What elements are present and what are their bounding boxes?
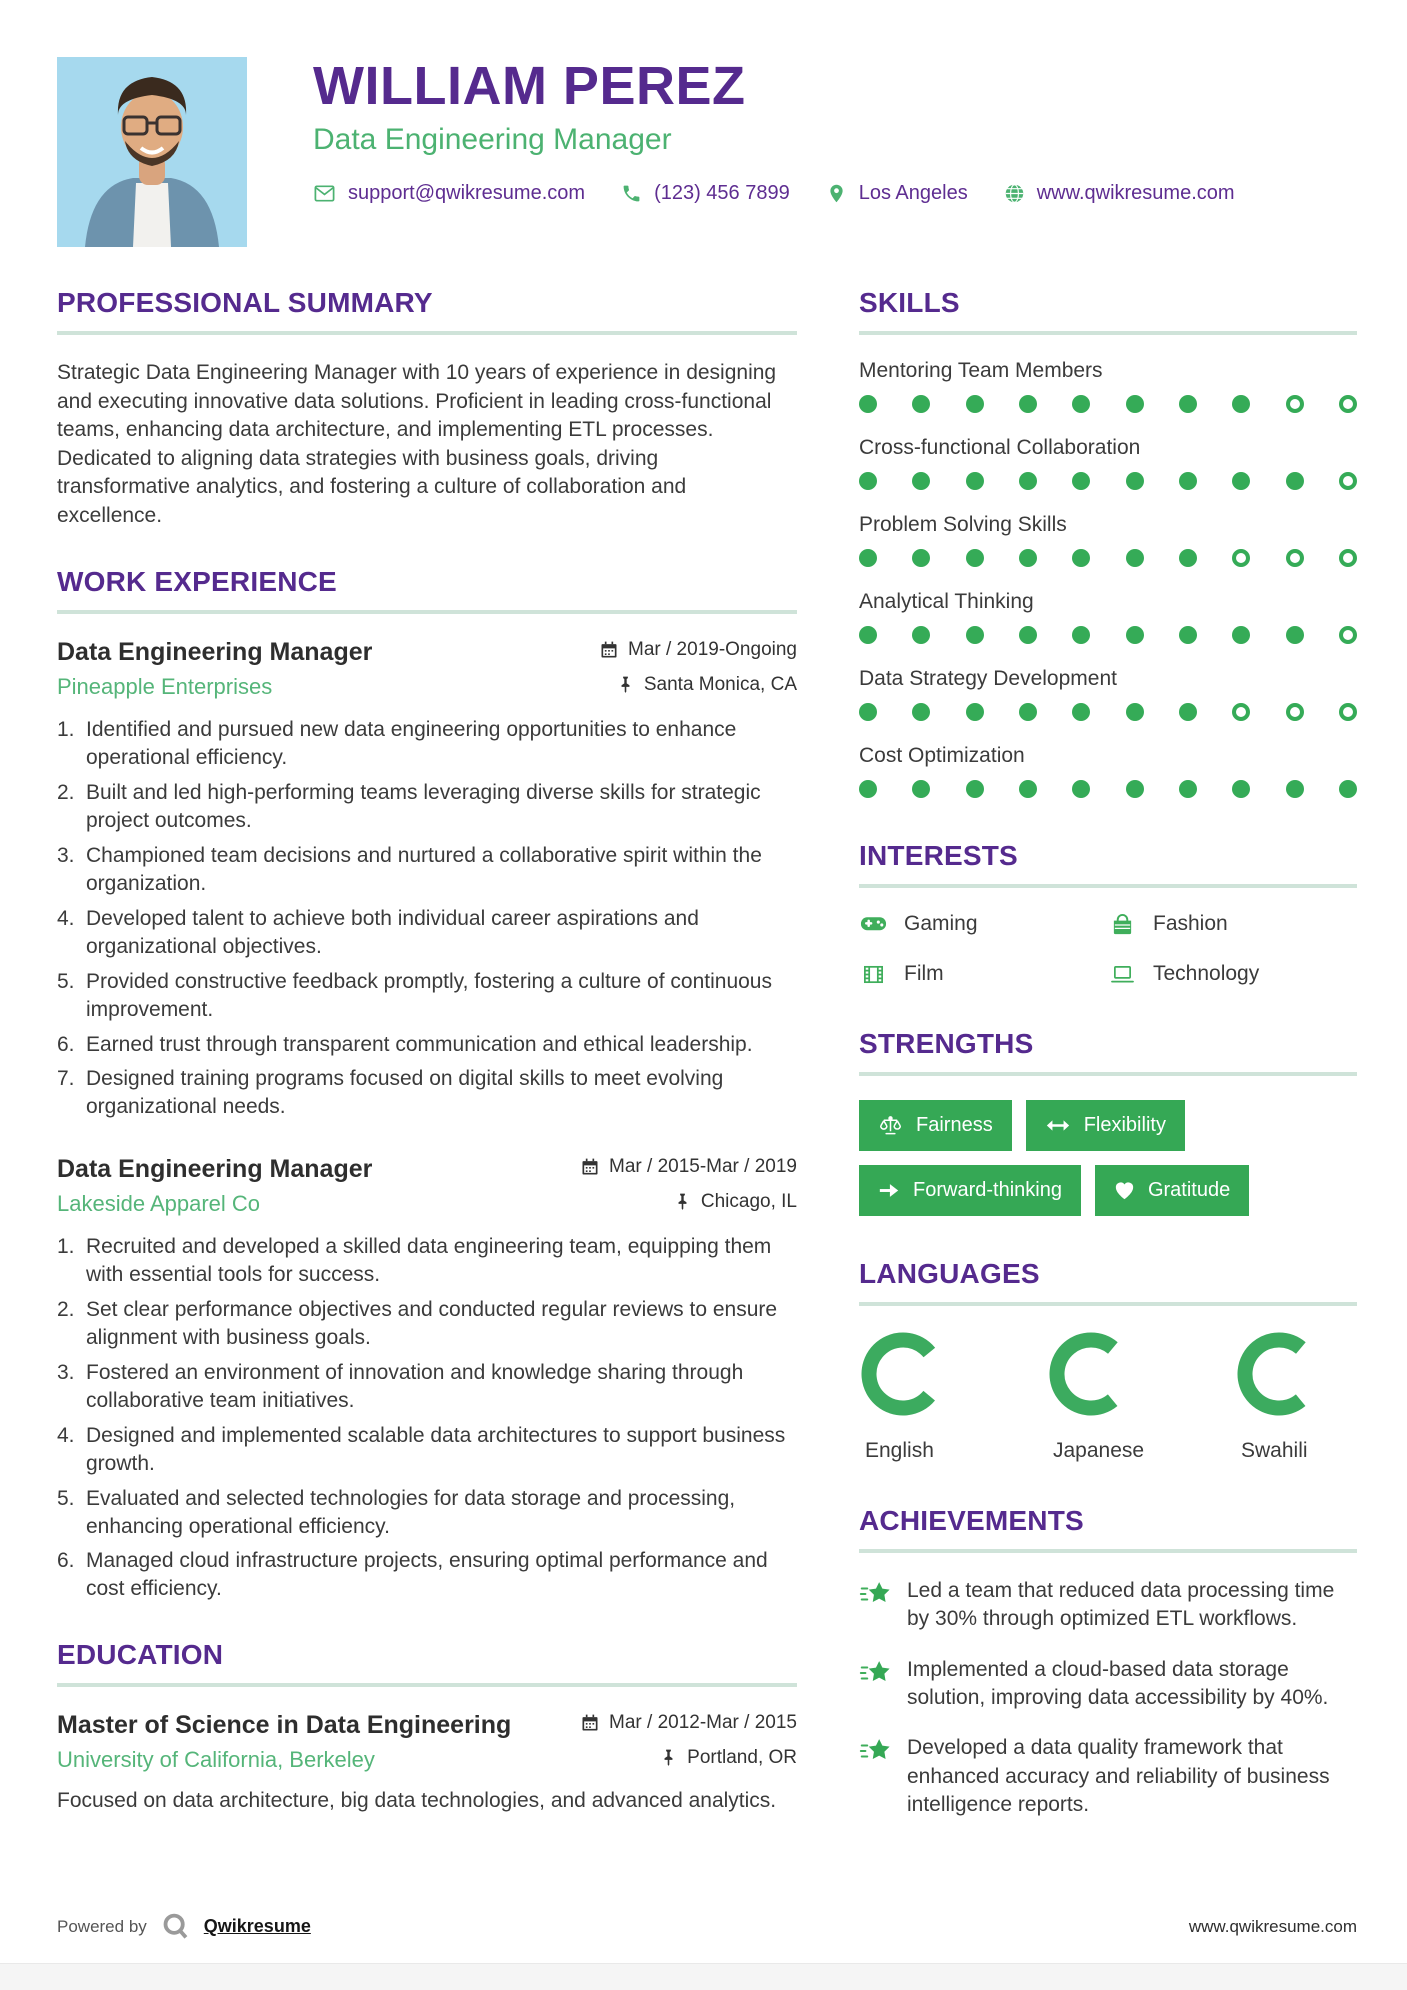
contact-item[interactable] xyxy=(1004,182,1235,205)
achievement-text: Implemented a cloud-based data storage solution, improving data accessibility by 40%. xyxy=(907,1657,1329,1710)
right-arrow-icon xyxy=(878,1183,900,1198)
person-role: Data Engineering Manager xyxy=(313,123,672,156)
section-divider xyxy=(859,1549,1357,1553)
skill-rating-dot xyxy=(966,549,984,567)
contact-item[interactable] xyxy=(826,182,968,205)
strengths-pills xyxy=(859,1100,1357,1216)
left-right-arrow-icon xyxy=(1045,1119,1071,1132)
language-label: Japanese xyxy=(1053,1439,1145,1462)
skill-rating-dot xyxy=(1179,549,1197,567)
languages-row xyxy=(859,1330,1357,1463)
achievements-heading: ACHIEVEMENTS xyxy=(859,1505,1084,1536)
skill-item xyxy=(859,436,1357,490)
calendar-icon xyxy=(580,1157,600,1177)
skill-rating-dot xyxy=(1126,703,1144,721)
achievements-list xyxy=(859,1577,1357,1819)
skill-label: Cross-functional Collaboration xyxy=(859,436,1141,459)
skill-label: Mentoring Team Members xyxy=(859,359,1103,382)
education-heading: EDUCATION xyxy=(57,1639,224,1671)
person-name: WILLIAM PEREZ xyxy=(313,56,746,116)
job-bullet: 2. Built and led high-performing teams leveraging diverse skills for strategic project outcomes. xyxy=(57,781,761,833)
section-education xyxy=(57,1639,797,1816)
language-label: English xyxy=(865,1439,934,1462)
work-heading: WORK EXPERIENCE xyxy=(57,566,337,598)
envelope-icon xyxy=(313,182,336,205)
work-jobs xyxy=(57,638,797,1603)
calendar-icon xyxy=(599,640,619,660)
skill-rating-dot xyxy=(1072,472,1090,490)
job-bullet: 1. Identified and pursued new data engineering opportunities to enhance operational efficiency. xyxy=(57,718,737,770)
skill-label: Analytical Thinking xyxy=(859,590,1034,613)
shopping-bag-icon xyxy=(1108,913,1136,936)
skill-rating-dot xyxy=(912,780,930,798)
skill-rating xyxy=(859,626,1357,644)
section-summary xyxy=(57,287,797,530)
skill-rating xyxy=(859,472,1357,490)
skill-label: Problem Solving Skills xyxy=(859,513,1067,536)
job-bullet: 7. Designed training programs focused on digital skills to meet evolving organizational needs. xyxy=(57,1067,724,1119)
skill-rating-dot xyxy=(1019,780,1037,798)
interest-item xyxy=(859,962,1108,986)
strength-label: Fairness xyxy=(916,1114,993,1136)
skill-rating-dot xyxy=(966,395,984,413)
skill-rating-dot xyxy=(1019,472,1037,490)
skill-rating-dot xyxy=(1019,703,1037,721)
skill-item xyxy=(859,513,1357,567)
skill-rating-dot xyxy=(1179,395,1197,413)
achievement-item xyxy=(859,1734,1357,1819)
contact-text: support@qwikresume.com xyxy=(348,182,586,204)
skill-rating-dot xyxy=(1072,703,1090,721)
film-icon xyxy=(859,963,887,986)
job-bullet: 3. Championed team decisions and nurtured a collaborative spirit within the organization. xyxy=(57,843,762,895)
strength-pill xyxy=(1095,1165,1249,1216)
job-date: Mar / 2015-Mar / 2019 xyxy=(580,1156,797,1178)
strength-label: Gratitude xyxy=(1147,1179,1231,1201)
section-divider xyxy=(57,331,797,335)
section-divider xyxy=(859,1072,1357,1076)
calendar-icon xyxy=(580,1713,600,1733)
job-location: Chicago, IL xyxy=(673,1191,797,1213)
job-bullet: 4. Developed talent to achieve both individual career aspirations and organizational objectives. xyxy=(57,906,699,958)
star-icon xyxy=(859,1577,892,1634)
skill-rating-dot xyxy=(1286,703,1304,721)
language-label: Swahili xyxy=(1241,1439,1308,1462)
section-divider xyxy=(57,610,797,614)
bottom-strip xyxy=(0,1963,1407,1990)
section-languages xyxy=(859,1258,1357,1463)
job-bullets xyxy=(57,716,797,1121)
skill-rating-dot xyxy=(1179,472,1197,490)
skill-rating-dot xyxy=(1072,395,1090,413)
strength-label: Flexibility xyxy=(1083,1114,1166,1136)
skill-rating-dot xyxy=(1339,472,1357,490)
skill-rating-dot xyxy=(1179,780,1197,798)
language-ring xyxy=(859,1330,947,1418)
skill-item xyxy=(859,667,1357,721)
school-name: University of California, Berkeley xyxy=(57,1747,375,1773)
contact-text: (123) 456 7899 xyxy=(654,182,790,204)
skill-rating-dot xyxy=(1072,549,1090,567)
skill-rating-dot xyxy=(1232,780,1250,798)
skill-rating-dot xyxy=(1339,780,1357,798)
language-item xyxy=(1047,1330,1157,1463)
skill-rating-dot xyxy=(1232,626,1250,644)
skill-rating-dot xyxy=(1126,395,1144,413)
skill-rating-dot xyxy=(859,780,877,798)
skill-rating-dot xyxy=(1019,395,1037,413)
job-bullet: 5. Evaluated and selected technologies for data storage and processing, enhancing operational efficiency. xyxy=(57,1486,736,1538)
powered-by: Powered by Qwikresume xyxy=(57,1912,311,1941)
skill-rating-dot xyxy=(1232,549,1250,567)
footer-website-link[interactable]: www.qwikresume.com xyxy=(1188,1916,1357,1936)
job-bullet: 3. Fostered an environment of innovation and knowledge sharing through collaborative team initiatives. xyxy=(57,1360,744,1412)
strength-pill xyxy=(859,1165,1081,1216)
skill-item xyxy=(859,359,1357,413)
strength-pill xyxy=(1026,1100,1185,1151)
skill-rating-dot xyxy=(1286,395,1304,413)
skill-rating-dot xyxy=(912,626,930,644)
achievement-text: Developed a data quality framework that enhanced accuracy and reliability of business intelligence reports. xyxy=(907,1736,1330,1817)
skill-rating-dot xyxy=(1232,395,1250,413)
skill-rating-dot xyxy=(1286,549,1304,567)
header-text xyxy=(313,57,1235,247)
job-bullet: 1. Recruited and developed a skilled data engineering team, equipping them with essential tools for success. xyxy=(57,1235,772,1287)
section-divider xyxy=(859,884,1357,888)
contact-text: www.qwikresume.com xyxy=(1036,182,1235,204)
skill-rating-dot xyxy=(1019,549,1037,567)
contact-item[interactable] xyxy=(313,182,585,205)
education-date: Mar / 2012-Mar / 2015 xyxy=(580,1712,797,1734)
skill-rating-dot xyxy=(912,472,930,490)
job-bullet: 2. Set clear performance objectives and conducted regular reviews to ensure alignment with business goals. xyxy=(57,1298,778,1350)
contact-text: Los Angeles xyxy=(858,182,968,204)
skill-rating xyxy=(859,703,1357,721)
strength-label: Forward-thinking xyxy=(913,1179,1062,1201)
skill-rating xyxy=(859,395,1357,413)
languages-heading: LANGUAGES xyxy=(859,1258,1040,1289)
phone-icon xyxy=(621,183,642,204)
skill-label: Cost Optimization xyxy=(859,744,1025,767)
interests-heading: INTERESTS xyxy=(859,840,1018,871)
section-divider xyxy=(859,1302,1357,1306)
section-achievements xyxy=(859,1505,1357,1819)
interests-grid xyxy=(859,912,1357,986)
education-description: Focused on data architecture, big data technologies, and advanced analytics. xyxy=(57,1789,777,1813)
header xyxy=(0,0,1407,247)
skill-rating-dot xyxy=(966,472,984,490)
job-title: Data Engineering Manager xyxy=(57,638,373,667)
interest-item xyxy=(1108,962,1357,986)
skill-rating-dot xyxy=(1126,472,1144,490)
skill-item xyxy=(859,590,1357,644)
section-interests xyxy=(859,840,1357,986)
interest-label: Gaming xyxy=(904,912,978,935)
skill-rating-dot xyxy=(1339,395,1357,413)
job-bullet: 4. Designed and implemented scalable data architectures to support business growth. xyxy=(57,1423,786,1475)
contact-item[interactable] xyxy=(621,182,790,205)
qwikresume-logo-icon xyxy=(161,1912,190,1941)
skill-rating-dot xyxy=(912,549,930,567)
skill-rating-dot xyxy=(1339,626,1357,644)
globe-icon xyxy=(1004,183,1025,204)
laptop-icon xyxy=(1108,964,1136,985)
job-company: Pineapple Enterprises xyxy=(57,674,273,700)
skill-item xyxy=(859,744,1357,798)
heart-icon xyxy=(1114,1181,1135,1200)
summary-heading: PROFESSIONAL SUMMARY xyxy=(57,287,433,318)
left-column xyxy=(57,287,797,1861)
section-divider xyxy=(859,331,1357,335)
skill-rating-dot xyxy=(859,626,877,644)
skill-rating-dot xyxy=(1072,626,1090,644)
skill-rating-dot xyxy=(1339,549,1357,567)
skill-rating-dot xyxy=(966,780,984,798)
section-divider xyxy=(57,1683,797,1687)
skill-rating-dot xyxy=(859,703,877,721)
job-title: Data Engineering Manager xyxy=(57,1155,373,1184)
skill-rating xyxy=(859,549,1357,567)
skill-rating-dot xyxy=(859,549,877,567)
skill-rating-dot xyxy=(859,395,877,413)
skill-rating-dot xyxy=(1286,472,1304,490)
job-entry xyxy=(57,1155,797,1603)
skill-rating-dot xyxy=(966,626,984,644)
skills-heading: SKILLS xyxy=(859,287,960,318)
skill-rating-dot xyxy=(912,703,930,721)
language-ring xyxy=(1047,1330,1135,1418)
location-pin-icon xyxy=(826,183,847,204)
skill-rating-dot xyxy=(966,703,984,721)
job-bullets xyxy=(57,1233,797,1603)
pushpin-icon xyxy=(659,1748,678,1767)
skill-rating-dot xyxy=(1126,549,1144,567)
skill-rating-dot xyxy=(1072,780,1090,798)
profile-photo-illustration xyxy=(57,57,247,247)
language-ring xyxy=(1235,1330,1323,1418)
interest-label: Technology xyxy=(1153,962,1260,985)
interest-label: Fashion xyxy=(1153,912,1228,935)
job-date: Mar / 2019-Ongoing xyxy=(599,639,797,661)
footer xyxy=(57,1912,1357,1941)
interest-label: Film xyxy=(904,962,944,985)
skill-rating-dot xyxy=(1232,472,1250,490)
skill-rating-dot xyxy=(1019,626,1037,644)
skill-rating-dot xyxy=(1232,703,1250,721)
summary-text: Strategic Data Engineering Manager with 10 years of experience in designing and executing innovative data solutions. Proficient in leading cross-functional teams, enhancing data architecture, and implementing ETL processes. Dedicated to aligning data strategies with business goals, driving transformative analytics, and fostering a culture of collaboration and excellence. xyxy=(57,361,777,527)
pushpin-icon xyxy=(616,675,635,694)
brand-link[interactable]: Qwikresume xyxy=(203,1916,311,1936)
skill-label: Data Strategy Development xyxy=(859,667,1117,690)
skill-rating-dot xyxy=(859,472,877,490)
section-work xyxy=(57,566,797,1603)
skill-rating-dot xyxy=(1126,626,1144,644)
job-bullet: 6. Earned trust through transparent communication and ethical leadership. xyxy=(57,1032,753,1056)
education-entry xyxy=(57,1711,797,1816)
job-bullet: 5. Provided constructive feedback promptly, fostering a culture of continuous improvement. xyxy=(57,969,772,1021)
interest-item xyxy=(1108,912,1357,936)
interest-item xyxy=(859,912,1108,936)
job-company: Lakeside Apparel Co xyxy=(57,1191,261,1217)
skill-rating-dot xyxy=(1126,780,1144,798)
contact-row xyxy=(313,182,1235,205)
skill-rating-dot xyxy=(1286,780,1304,798)
language-item xyxy=(1235,1330,1345,1463)
language-item xyxy=(859,1330,969,1463)
skill-rating-dot xyxy=(1339,703,1357,721)
right-column xyxy=(859,287,1357,1861)
gamepad-icon xyxy=(859,914,887,934)
skill-rating-dot xyxy=(912,395,930,413)
skill-rating xyxy=(859,780,1357,798)
job-entry xyxy=(57,638,797,1121)
skill-rating-dot xyxy=(1179,626,1197,644)
strengths-heading: STRENGTHS xyxy=(859,1028,1034,1059)
scales-icon xyxy=(878,1114,903,1137)
achievement-item xyxy=(859,1656,1357,1713)
star-icon xyxy=(859,1734,892,1819)
achievement-text: Led a team that reduced data processing time by 30% through optimized ETL workflows. xyxy=(907,1579,1335,1631)
degree-title: Master of Science in Data Engineering xyxy=(57,1711,512,1740)
content-columns xyxy=(0,247,1407,1861)
profile-photo xyxy=(57,57,247,247)
skill-rating-dot xyxy=(1179,703,1197,721)
section-skills xyxy=(859,287,1357,798)
skills-list xyxy=(859,359,1357,798)
education-location: Portland, OR xyxy=(659,1747,797,1769)
section-strengths xyxy=(859,1028,1357,1216)
pushpin-icon xyxy=(673,1192,692,1211)
job-location: Santa Monica, CA xyxy=(616,674,797,696)
skill-rating-dot xyxy=(1286,626,1304,644)
achievement-item xyxy=(859,1577,1357,1634)
job-bullet: 6. Managed cloud infrastructure projects, ensuring optimal performance and cost efficiency. xyxy=(57,1549,768,1601)
strength-pill xyxy=(859,1100,1012,1151)
star-icon xyxy=(859,1656,892,1713)
